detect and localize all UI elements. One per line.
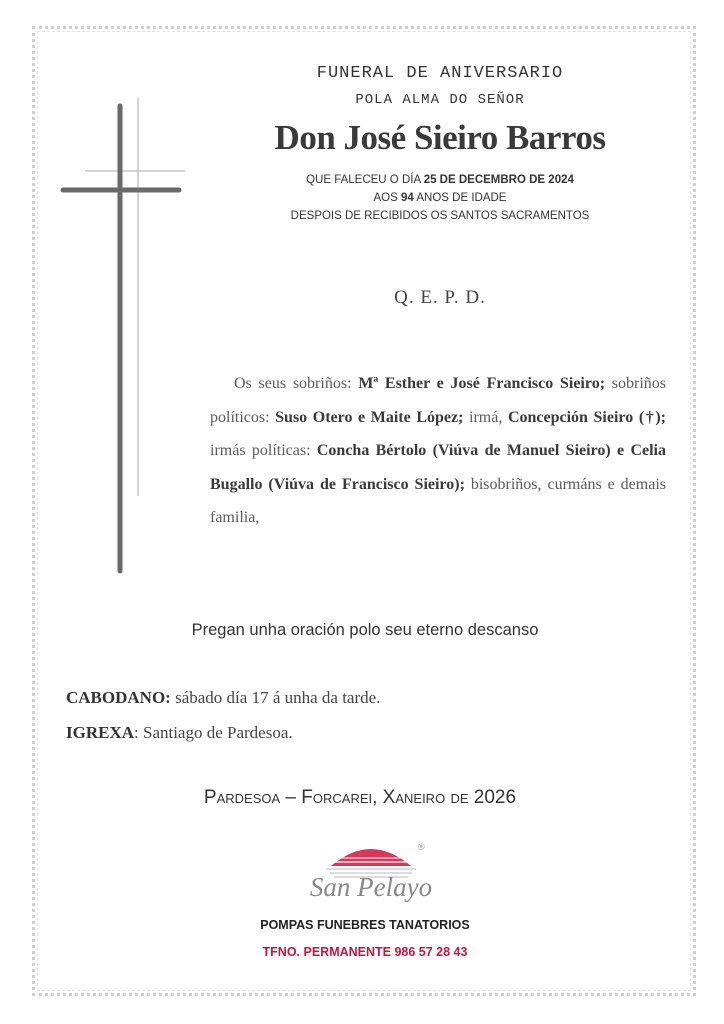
cabodano-line: CABODANO: sábado día 17 á unha da tarde. [66, 688, 381, 707]
sunset-logo-icon [296, 836, 446, 906]
company-tagline: POMPAS FUNEBRES TANATORIOS [260, 918, 470, 932]
age: 94 [401, 192, 414, 204]
igrexa-line: IGREXA: Santiago de Pardesoa. [66, 723, 293, 742]
notice-title: FUNERAL DE ANIVERSARIO [316, 64, 564, 83]
cross-icon [55, 96, 185, 576]
svg-text:®: ® [418, 842, 425, 852]
sacraments-line: DESPOIS DE RECIBIDOS OS SANTOS SACRAMENTOS [290, 210, 590, 222]
notice-subtitle: POLA ALMA DO SEÑOR [355, 92, 525, 108]
company-logo [296, 836, 446, 906]
death-date-line: QUE FALECEU O DÍA 25 DE DECEMBRO DE 2024 [306, 174, 574, 186]
qepd: Q. E. P. D. [394, 287, 486, 308]
prayer-line: Pregan unha oración polo seu eterno descanso [191, 621, 539, 639]
phone-number: TFNO. PERMANENTE 986 57 28 43 [262, 945, 468, 959]
deceased-name: Don José Sieiro Barros [274, 118, 606, 157]
place-date: Pardesoa – Forcarei, Xaneiro de 2026 [203, 787, 517, 808]
svg-text:San Pelayo: San Pelayo [309, 872, 433, 902]
family-paragraph: Os seus sobriños: Mª Esther e José Francisco Sieiro; sobriños políticos: Suso Otero e Maite López; irmá, Concepción Sieiro (†); irmás políticas: Concha Bértolo (Viúva de Manuel Sieiro) e Celia Bugallo (Viúva de Francisco Sieiro); bisobriños, curmáns e demais familia, [210, 375, 667, 526]
death-date: 25 DE DECEMBRO DE 2024 [423, 174, 574, 186]
age-line: AOS 94 ANOS DE IDADE [373, 192, 507, 204]
